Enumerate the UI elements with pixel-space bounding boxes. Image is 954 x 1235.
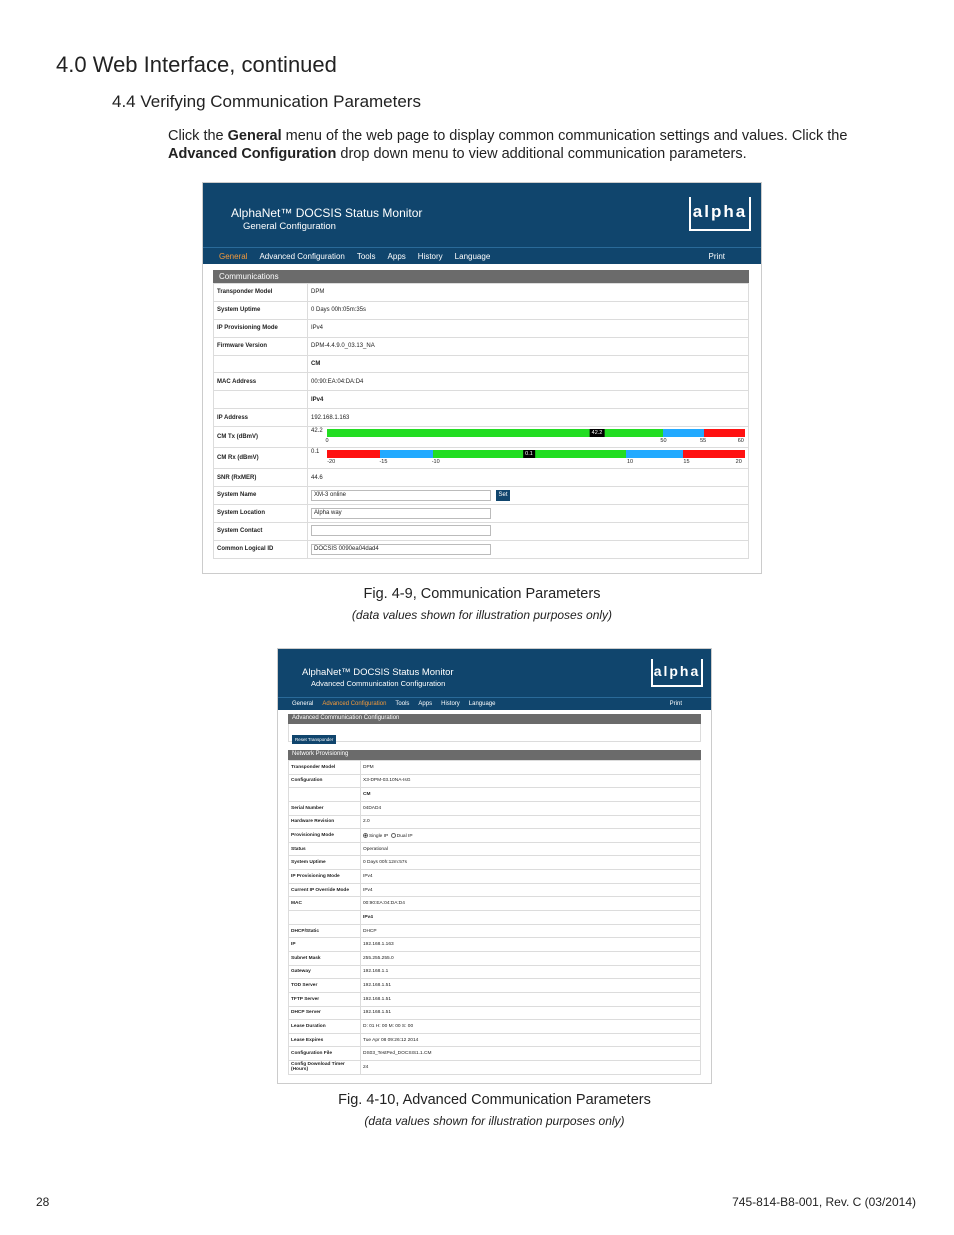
row-label [289,788,361,802]
table-row [214,540,749,558]
row-value: DPM [361,761,701,775]
row-label: MAC [289,897,361,911]
nav-bar [203,247,761,264]
table-row [214,284,749,302]
table-row [289,856,701,870]
table-row [289,774,701,788]
reset-panel [288,724,701,742]
row-value: IPv4 [308,391,749,409]
table-row [289,842,701,856]
row-label: IP [289,938,361,952]
nav-language[interactable]: Language [468,701,496,707]
table-row [289,829,701,843]
table-row [214,319,749,337]
row-label: IP Address [214,409,308,427]
row-label: IP Provisioning Mode [214,319,308,337]
row-value: D: 01 H: 00 M: 00 S: 00 [361,1020,701,1034]
table-row [214,448,749,469]
section-heading: 4.4 Verifying Communication Parameters [112,92,421,111]
dual-ip-radio[interactable] [391,833,396,838]
row-label: Lease Expires [289,1033,361,1047]
row-value: Tue Apr 08 09:26:12 2014 [361,1033,701,1047]
provisioning-mode-options [361,829,701,843]
app-title: AlphaNet™ DOCSIS Status Monitor [231,206,423,220]
cm-tx-tick: 0 [325,438,329,445]
row-value: 192.168.1.163 [361,938,701,952]
nav-print[interactable]: Print [708,251,725,261]
reset-transponder-button[interactable]: Reset Transponder [292,735,336,744]
row-label: Status [289,842,361,856]
table-row [214,409,749,427]
row-label: Lease Duration [289,1020,361,1034]
cm-tx-label: CM Tx (dBmV) [214,427,308,448]
app-title: AlphaNet™ DOCSIS Status Monitor [302,667,454,678]
app-subtitle: General Configuration [243,221,336,232]
row-label: Hardware Revision [289,815,361,829]
table-row [289,897,701,911]
row-value: DS03_TestPed_DOCSIS1.1.CM [361,1047,701,1061]
row-value: X3-DPM-03.10NA-IsG [361,774,701,788]
cm-tx-tick: 55 [700,438,707,445]
cm-rx-tick: 10 [626,459,634,466]
table-row [289,924,701,938]
common-logical-id-label: Common Logical ID [214,540,308,558]
system-name-input[interactable]: XM-3 online [311,490,491,501]
nav-apps[interactable]: Apps [387,251,406,261]
table-row [289,788,701,802]
row-value: 00:90:EA:04:DA:D4 [308,373,749,391]
row-value: Operational [361,842,701,856]
cm-rx-tick: -20 [327,459,336,466]
row-label: DHCP Server [289,1006,361,1020]
table-row [214,487,749,505]
communications-section-bar: Communications [213,270,749,283]
network-provisioning-bar: Network Provisioning [288,750,701,760]
row-value: DPM [308,284,749,302]
general-term: General [227,128,282,144]
table-row [214,522,749,540]
nav-general[interactable]: General [219,251,248,261]
row-value: CM [308,355,749,373]
figure-note-1: (data values shown for illustration purposes only) [351,608,613,622]
nav-tools[interactable]: Tools [356,251,376,261]
row-label: System Uptime [214,301,308,319]
row-label: Config Download Timer (Hours) [289,1061,361,1075]
table-row [289,938,701,952]
table-row [289,992,701,1006]
common-logical-id-input[interactable]: DOCSIS 0090ea04dad4 [311,544,491,555]
row-value: 24 [361,1061,701,1075]
row-value: DPM-4.4.9.0_03.13_NA [308,337,749,355]
row-value: 00:90:EA:04:DA:D4 [361,897,701,911]
general-config-screenshot [202,182,762,574]
row-value: IPv4 [361,883,701,897]
table-row [214,504,749,522]
nav-language[interactable]: Language [454,251,491,261]
nav-tools[interactable]: Tools [395,701,410,707]
figure-caption-1: Fig. 4-9, Communication Parameters [363,586,601,602]
dual-ip-label: Dual IP [396,833,413,839]
system-contact-label: System Contact [214,522,308,540]
cm-rx-red-zone [327,450,380,458]
set-button[interactable]: Set [496,490,510,501]
advanced-config-screenshot [277,648,712,1084]
cm-tx-bar [327,429,745,437]
row-value: 192.168.1.51 [361,992,701,1006]
nav-history[interactable]: History [417,251,443,261]
cm-rx-tick: 15 [683,459,690,466]
snr-value: 44.6 [308,469,749,487]
figure-note-2: (data values shown for illustration purposes only) [364,1114,625,1128]
table-row [289,1020,701,1034]
nav-history[interactable]: History [441,701,460,707]
app-header [203,183,761,247]
table-row [289,965,701,979]
row-label [289,911,361,925]
table-row [289,951,701,965]
table-row [289,870,701,884]
cm-rx-value: 0.1 [311,449,320,456]
row-value: IPv4 [308,319,749,337]
cm-rx-red-zone-2 [683,450,745,458]
table-row [289,979,701,993]
table-row [289,815,701,829]
row-value: 192.168.1.1 [361,965,701,979]
table-row [289,1061,701,1075]
snr-label: SNR (RxMER) [214,469,308,487]
row-label: Gateway [289,965,361,979]
system-location-input[interactable]: Alpha way [311,508,491,519]
system-name-label: System Name [214,487,308,505]
figure-caption-2: Fig. 4-10, Advanced Communication Parameters [338,1092,651,1108]
advanced-term: Advanced Configuration [168,146,337,162]
row-label [214,355,308,373]
page-heading: 4.0 Web Interface, continued [56,52,337,77]
cm-tx-red-zone [704,429,745,437]
cm-tx-marker: 42.2 [591,430,603,437]
cm-rx-label: CM Rx (dBmV) [214,448,308,469]
nav-apps[interactable]: Apps [418,701,433,707]
row-value: DHCP [361,924,701,938]
row-value: 192.168.1.51 [361,979,701,993]
table-row [214,355,749,373]
table-row [214,469,749,487]
nav-general[interactable]: General [292,701,314,707]
network-provisioning-table [288,760,701,1075]
table-row [289,1033,701,1047]
table-row [289,761,701,775]
cm-tx-tick: 60 [737,438,744,445]
advanced-section-bar: Advanced Communication Configuration [288,714,701,724]
cm-tx-blue-zone [663,429,704,437]
row-value: CM [361,788,701,802]
cm-tx-tick: 50 [660,438,667,445]
nav-print[interactable]: Print [669,701,682,707]
cm-tx-value: 42.2 [311,428,323,435]
app-subtitle: Advanced Communication Configuration [311,679,446,688]
cm-tx-meter [308,427,749,448]
page-number: 28 [36,1195,50,1209]
cm-tx-green-zone [327,429,663,437]
row-value: 2.0 [361,815,701,829]
cm-rx-blue-zone-2 [626,450,683,458]
provisioning-mode-label: Provisioning Mode [289,829,361,843]
single-ip-label: Single IP [369,833,389,839]
row-value: 04DAD4 [361,801,701,815]
document-number: 745-814-B8-001, Rev. C (03/2014) [732,1195,916,1209]
row-label: TFTP Server [289,992,361,1006]
table-row [289,1006,701,1020]
row-value: 192.168.1.51 [361,1006,701,1020]
single-ip-radio[interactable] [363,833,368,838]
row-value: IPv4 [361,870,701,884]
table-row [289,801,701,815]
table-row [214,391,749,409]
system-location-label: System Location [214,504,308,522]
row-label: MAC Address [214,373,308,391]
intro-paragraph: Click the General menu of the web page to display common communication settings and values. Click the Advanced Configuration drop down menu to view additional communication parameters. [168,128,848,162]
row-label: Current IP Override Mode [289,883,361,897]
row-value: 0 Days 00h:12m:57s [361,856,701,870]
table-row [214,301,749,319]
row-value: 255.255.255.0 [361,951,701,965]
cm-rx-tick: -10 [431,459,440,466]
communications-table [213,283,749,559]
table-row [289,883,701,897]
cm-rx-tick: -15 [379,459,388,466]
row-label: Configuration [289,774,361,788]
row-label: Serial Number [289,801,361,815]
table-row [289,911,701,925]
row-label: Transponder Model [289,761,361,775]
row-label: Subnet Mask [289,951,361,965]
row-label: TOD Server [289,979,361,993]
row-value: 0 Days 00h:05m:35s [308,301,749,319]
system-contact-input[interactable] [311,525,491,536]
nav-advanced-configuration[interactable]: Advanced Configuration [259,251,345,261]
table-row [289,1047,701,1061]
table-row [214,373,749,391]
row-label: Transponder Model [214,284,308,302]
table-row [214,337,749,355]
row-label: IP Provisioning Mode [289,870,361,884]
cm-rx-tick: 20 [735,459,742,466]
cm-rx-bar [327,450,745,458]
row-value: IPv4 [361,911,701,925]
table-row [214,427,749,448]
row-label: DHCP/Static [289,924,361,938]
nav-advanced-configuration[interactable]: Advanced Configuration [322,701,387,707]
alpha-logo: alpha [689,197,751,231]
alpha-logo: alpha [651,659,703,687]
row-label [214,391,308,409]
row-label: Firmware Version [214,337,308,355]
app-header [278,649,711,697]
row-label: Configuration File [289,1047,361,1061]
cm-rx-marker: 0.1 [525,451,533,458]
cm-rx-meter [308,448,749,469]
row-label: System Uptime [289,856,361,870]
nav-bar [278,697,711,710]
cm-rx-blue-zone [380,450,433,458]
row-value: 192.168.1.163 [308,409,749,427]
